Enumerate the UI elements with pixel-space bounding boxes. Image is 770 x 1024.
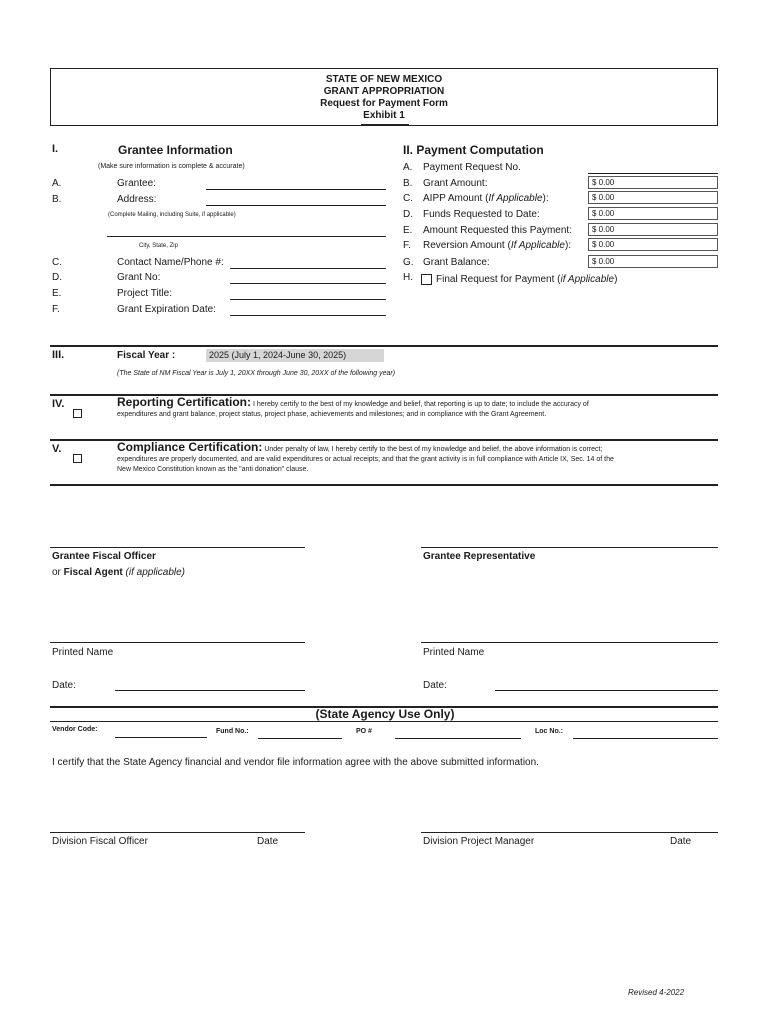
aipp-amount-field[interactable]: $ 0.00: [588, 191, 718, 204]
amount-requested-label: Amount Requested this Payment:: [423, 225, 572, 236]
division-project-line[interactable]: [421, 832, 718, 833]
contact-label: Contact Name/Phone #:: [117, 257, 224, 268]
printed-name-line-left[interactable]: [50, 642, 305, 643]
payment-request-field[interactable]: [588, 173, 718, 174]
final-request-label: Final Request for Payment (if Applicable): [436, 274, 618, 285]
header-line-1: STATE OF NEW MEXICO: [325, 74, 443, 85]
fiscal-agent-label: or Fiscal Agent (if applicable): [52, 567, 186, 578]
grantee-field[interactable]: [206, 189, 386, 190]
reporting-certification-title: Reporting Certification:: [117, 395, 251, 409]
contact-field[interactable]: [230, 268, 386, 269]
compliance-text-1: Under penalty of law, I hereby certify to the best of my knowledge and belief, the above information is correct;: [264, 446, 603, 453]
grant-balance-label: Grant Balance:: [423, 257, 490, 268]
item-b-letter: B.: [52, 194, 62, 205]
fund-no-field[interactable]: [258, 738, 342, 739]
section-2-title: II. Payment Computation: [403, 143, 544, 157]
compliance-certification-title: Compliance Certification:: [117, 440, 263, 454]
grantee-label: Grantee:: [117, 178, 156, 189]
item-d-letter: D.: [52, 272, 62, 283]
po-label: PO #: [356, 728, 372, 735]
expiration-label: Grant Expiration Date:: [117, 304, 216, 315]
agency-title: (State Agency Use Only): [315, 707, 455, 721]
division-fiscal-label: Division Fiscal Officer: [52, 836, 148, 847]
date-field-left[interactable]: [115, 690, 305, 691]
representative-label: Grantee Representative: [423, 551, 536, 562]
fiscal-officer-signature-line[interactable]: [50, 547, 305, 548]
printed-name-label-left: Printed Name: [52, 647, 114, 658]
fiscal-year-label: Fiscal Year :: [117, 350, 176, 361]
item-e-letter: E.: [52, 288, 62, 299]
division-fiscal-line[interactable]: [50, 832, 305, 833]
expiration-field[interactable]: [230, 315, 386, 316]
funds-requested-label: Funds Requested to Date:: [423, 209, 540, 220]
project-title-label: Project Title:: [117, 288, 173, 299]
item-f-letter: F.: [52, 304, 60, 315]
grant-no-field[interactable]: [230, 283, 386, 284]
agency-title-rule: [50, 721, 718, 722]
printed-name-label-right: Printed Name: [423, 647, 485, 658]
representative-signature-line[interactable]: [421, 547, 718, 548]
reporting-text-2: expenditures and grant balance, project status, project phase, achievements and milestones; and in compliance with the Grant Agreement.: [117, 411, 547, 418]
section-1-roman: I.: [52, 143, 59, 155]
item-2g-letter: G.: [403, 257, 414, 268]
vendor-code-label: Vendor Code:: [52, 726, 98, 733]
address-hint: (Complete Mailing, including Suite, if applicable): [108, 212, 236, 218]
section-end-rule: [50, 484, 718, 486]
item-c-letter: C.: [52, 257, 62, 268]
revised-date: Revised 4-2022: [628, 988, 685, 997]
item-2b-letter: B.: [403, 178, 413, 189]
funds-requested-field[interactable]: $ 0.00: [588, 207, 718, 220]
date-label-right: Date:: [423, 680, 447, 691]
division-project-label: Division Project Manager: [423, 836, 535, 847]
compliance-text-2: expenditures are properly documented, and are valid expenditures or actual receipts; and that the grant activity is in full compliance with Article IX, Sec. 14 of the: [117, 456, 614, 463]
item-2c-letter: C.: [403, 193, 413, 204]
item-2f-letter: F.: [403, 240, 411, 251]
header-line-2: GRANT APPROPRIATION: [323, 86, 445, 97]
loc-no-label: Loc No.:: [535, 728, 563, 735]
compliance-text-3: New Mexico Constitution known as the "anti donation" clause.: [117, 466, 309, 473]
printed-name-line-right[interactable]: [421, 642, 718, 643]
fiscal-year-field[interactable]: 2025 (July 1, 2024-June 30, 2025): [206, 349, 384, 362]
aipp-label: AIPP Amount (If Applicable):: [423, 193, 549, 204]
section-3-rule: [50, 345, 718, 347]
division-project-date-label: Date: [670, 836, 692, 847]
reversion-label: Reversion Amount (If Applicable):: [423, 240, 572, 251]
fiscal-officer-label: Grantee Fiscal Officer: [52, 551, 156, 562]
amount-requested-field[interactable]: $ 0.00: [588, 223, 718, 236]
grant-no-label: Grant No:: [117, 272, 161, 283]
project-title-field[interactable]: [230, 299, 386, 300]
agency-certify-text: I certify that the State Agency financial and vendor file information agree with the above submitted information.: [52, 757, 539, 768]
section-1-note: (Make sure information is complete & accurate): [98, 163, 245, 170]
city-hint: City, State, Zip: [139, 243, 178, 249]
final-request-checkbox[interactable]: [421, 274, 432, 285]
grant-amount-label: Grant Amount:: [423, 178, 488, 189]
header-line-4: Exhibit 1: [363, 110, 405, 121]
address-field[interactable]: [206, 205, 386, 206]
date-label-left: Date:: [52, 680, 76, 691]
payment-request-label: Payment Request No.: [423, 162, 521, 173]
section-1-title: Grantee Information: [118, 143, 233, 157]
fund-no-label: Fund No.:: [216, 728, 249, 735]
date-field-right[interactable]: [495, 690, 718, 691]
reversion-amount-field[interactable]: $ 0.00: [588, 238, 718, 251]
fiscal-year-note: (The State of NM Fiscal Year is July 1, 20XX through June 30, 20XX of the following year): [117, 370, 396, 377]
grant-amount-field[interactable]: $ 0.00: [588, 176, 718, 189]
grant-balance-field[interactable]: $ 0.00: [588, 255, 718, 268]
item-2d-letter: D.: [403, 209, 413, 220]
po-field[interactable]: [395, 738, 521, 739]
section-3-roman: III.: [52, 349, 65, 361]
header-line-3: Request for Payment Form: [320, 98, 448, 109]
compliance-certification: [117, 442, 614, 475]
address-label: Address:: [117, 194, 157, 205]
item-2e-letter: E.: [403, 225, 413, 236]
address-line-2-field[interactable]: [107, 236, 386, 237]
form-header: [50, 68, 718, 126]
section-4-roman: IV.: [52, 398, 65, 410]
loc-no-field[interactable]: [573, 738, 718, 739]
item-a-letter: A.: [52, 178, 62, 189]
division-fiscal-date-label: Date: [257, 836, 279, 847]
reporting-text-1: I hereby certify to the best of my knowledge and belief, that reporting is up to date; to include the accuracy of: [252, 401, 589, 408]
item-2a-letter: A.: [403, 162, 413, 173]
exhibit-underline: [361, 124, 409, 125]
section-5-roman: V.: [52, 443, 62, 455]
reporting-certification: [117, 397, 589, 420]
vendor-code-field[interactable]: [115, 737, 207, 738]
compliance-certification-checkbox[interactable]: [73, 454, 82, 463]
item-2h-letter: H.: [403, 272, 413, 283]
reporting-certification-checkbox[interactable]: [73, 409, 82, 418]
